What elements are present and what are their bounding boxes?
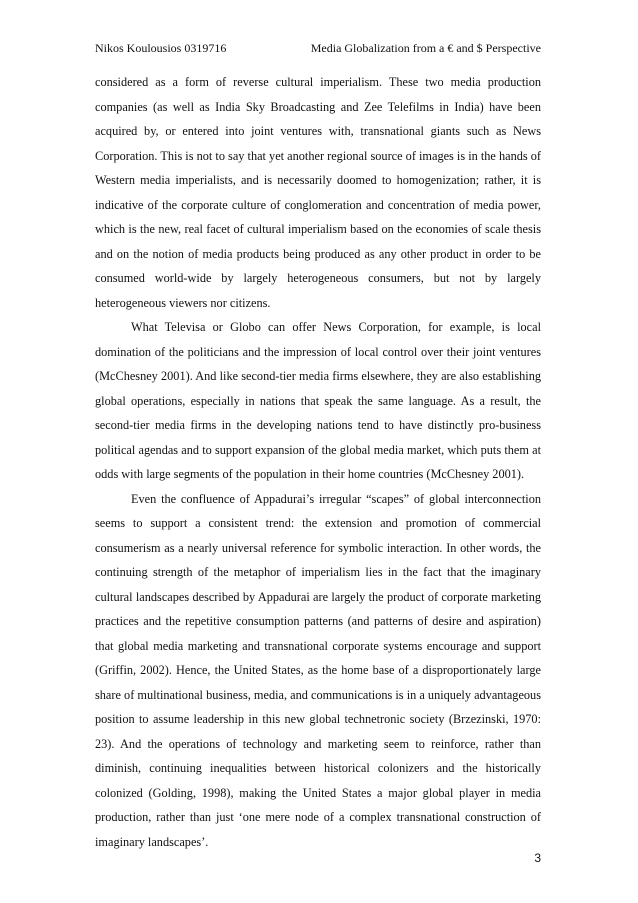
header-title: Media Globalization from a € and $ Perspective xyxy=(310,41,541,55)
page-header xyxy=(95,40,541,56)
paragraph-1: considered as a form of reverse cultural imperialism. These two media production companies (as well as India Sky Broadcasting and Zee Telefilms in India) have been acquired by, or entered into joint ventures with, transnational giants such as News Corporation. This is not to say that yet another regional source of images is in the hands of Western media imperialists, and is necessarily doomed to homogenization; rather, it is indicative of the corporate culture of conglomeration and concentration of media power, which is the new, real facet of cultural imperialism based on the economies of scale thesis and on the notion of media products being produced as any other product in order to be consumed world-wide by largely heterogeneous consumers, but not by largely heterogeneous viewers nor citizens. xyxy=(95,75,541,310)
body-text xyxy=(95,70,541,854)
header-author-id: Nikos Koulousios 0319716 xyxy=(95,41,227,55)
page-number: 3 xyxy=(534,851,541,865)
paragraph-3: Even the confluence of Appadurai’s irregular “scapes” of global interconnection seems to support a consistent trend: the extension and promotion of commercial consumerism as a nearly universal reference for symbolic interaction. In other words, the continuing strength of the metaphor of imperialism lies in the fact that the imaginary cultural landscapes described by Appadurai are largely the product of corporate marketing practices and the repetitive consumption patterns (and patterns of desire and aspiration) that global media marketing and transnational corporate systems encourage and support (Griffin, 2002). Hence, the United States, as the home base of a disproportionately large share of multinational business, media, and communications is in a uniquely advantageous position to assume leadership in this new global technetronic society (Brzezinski, 1970: 23). And the operations of technology and marketing seem to reinforce, rather than diminish, continuing inequalities between historical colonizers and the historically colonized (Golding, 1998), making the United States a major global player in media production, rather than just ‘one mere node of a complex transnational construction of imaginary landscapes’. xyxy=(95,491,541,849)
paragraph-2: What Televisa or Globo can offer News Corporation, for example, is local domination of the politicians and the impression of local control over their joint ventures (McChesney 2001). And like second-tier media firms elsewhere, they are also establishing global operations, especially in nations that speak the same language. As a result, the second-tier media firms in the developing nations tend to have distinctly pro-business political agendas and to support expansion of the global media market, which puts them at odds with large segments of the population in their home countries (McChesney 2001). xyxy=(95,320,541,481)
